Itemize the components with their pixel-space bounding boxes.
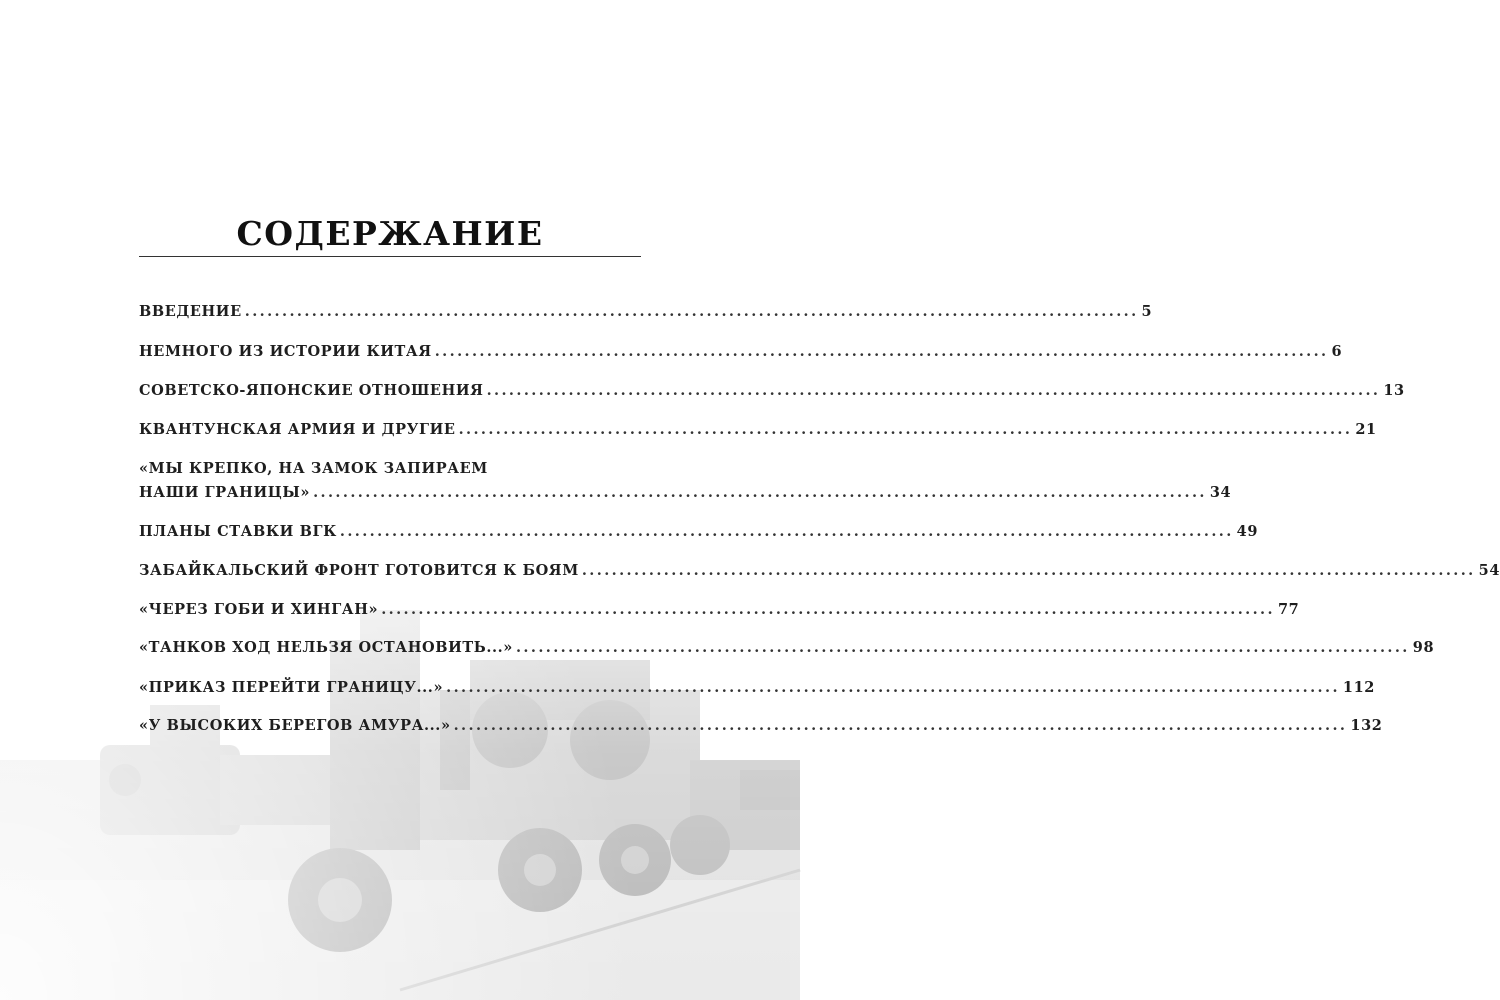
dot-leader: ........................................................................................................................ <box>313 484 1207 501</box>
toc-entry-line <box>139 300 1153 324</box>
dot-leader: ........................................................................................................................ <box>486 382 1381 399</box>
dot-leader: ........................................................................................................................ <box>244 303 1139 320</box>
toc-entry-title: КВАНТУНСКАЯ АРМИЯ И ДРУГИЕ <box>139 421 456 438</box>
toc-entry[interactable] <box>139 636 1435 660</box>
dot-leader: ........................................................................................................................ <box>581 562 1476 579</box>
toc-entry-title: «ЧЕРЕЗ ГОБИ И ХИНГАН» <box>139 601 379 618</box>
title-divider <box>139 256 641 257</box>
toc-entry-line <box>139 340 1343 364</box>
dot-leader: ........................................................................................................................ <box>434 343 1329 360</box>
dot-leader: ........................................................................................................................ <box>381 601 1275 618</box>
toc-entry-title: «У ВЫСОКИХ БЕРЕГОВ АМУРА...» <box>139 717 451 734</box>
toc-entry-title: «МЫ КРЕПКО, НА ЗАМОК ЗАПИРАЕМ <box>139 460 488 477</box>
toc-entry-title: ПЛАНЫ СТАВКИ ВГК <box>139 523 337 540</box>
toc-page-number: 112 <box>1342 679 1375 696</box>
toc-entry-title: НАШИ ГРАНИЦЫ» <box>139 484 311 501</box>
toc-entry-line <box>139 636 1435 660</box>
toc-page-number: 21 <box>1355 421 1377 438</box>
toc-entry[interactable] <box>139 520 1259 544</box>
toc-entry-line <box>139 520 1259 544</box>
dot-leader: ........................................................................................................................ <box>458 421 1353 438</box>
toc-entry[interactable] <box>139 300 1153 324</box>
toc-entry-title: «ПРИКАЗ ПЕРЕЙТИ ГРАНИЦУ...» <box>139 679 444 696</box>
toc-page-number: 34 <box>1209 484 1232 501</box>
toc-page-number: 98 <box>1412 639 1435 656</box>
toc-entry-line <box>139 714 1383 738</box>
toc-page-number: 77 <box>1277 601 1300 618</box>
toc-entry-title: СОВЕТСКО-ЯПОНСКИЕ ОТНОШЕНИЯ <box>139 382 484 399</box>
toc-entry[interactable] <box>139 379 1405 403</box>
dot-leader: ........................................................................................................................ <box>453 717 1348 734</box>
toc-entry[interactable] <box>139 340 1343 364</box>
toc-entry[interactable] <box>139 676 1375 700</box>
dot-leader: ........................................................................................................................ <box>446 679 1340 696</box>
toc-entry-line <box>139 598 1300 622</box>
page-title: СОДЕРЖАНИЕ <box>236 214 544 253</box>
toc-entry-title: ЗАБАЙКАЛЬСКИЙ ФРОНТ ГОТОВИТСЯ К БОЯМ <box>139 562 579 579</box>
toc-page-number: 5 <box>1141 303 1153 320</box>
dot-leader: ........................................................................................................................ <box>515 639 1410 656</box>
toc-entry-line <box>139 676 1375 700</box>
toc-entry-line <box>139 457 641 481</box>
toc-entry[interactable] <box>139 559 1500 583</box>
toc-entry[interactable] <box>139 598 1300 622</box>
toc-page-number: 49 <box>1236 523 1259 540</box>
toc-entry-line <box>139 481 1232 505</box>
toc-entry-title: «ТАНКОВ ХОД НЕЛЬЗЯ ОСТАНОВИТЬ...» <box>139 639 513 656</box>
toc-page-number: 6 <box>1331 343 1343 360</box>
toc-page-number: 132 <box>1350 717 1383 734</box>
toc-entry[interactable] <box>139 418 1377 442</box>
toc-entry-line <box>139 418 1377 442</box>
toc-entry-line <box>139 559 1500 583</box>
toc-entry-title: НЕМНОГО ИЗ ИСТОРИИ КИТАЯ <box>139 343 432 360</box>
toc-entry-line <box>139 379 1405 403</box>
dot-leader: ........................................................................................................................ <box>339 523 1234 540</box>
toc-entry-title: ВВЕДЕНИЕ <box>139 303 242 320</box>
toc-page-number: 54 <box>1478 562 1500 579</box>
toc-entry[interactable] <box>139 714 1383 738</box>
toc-page-number: 13 <box>1383 382 1405 399</box>
toc-entry[interactable] <box>139 457 1232 505</box>
